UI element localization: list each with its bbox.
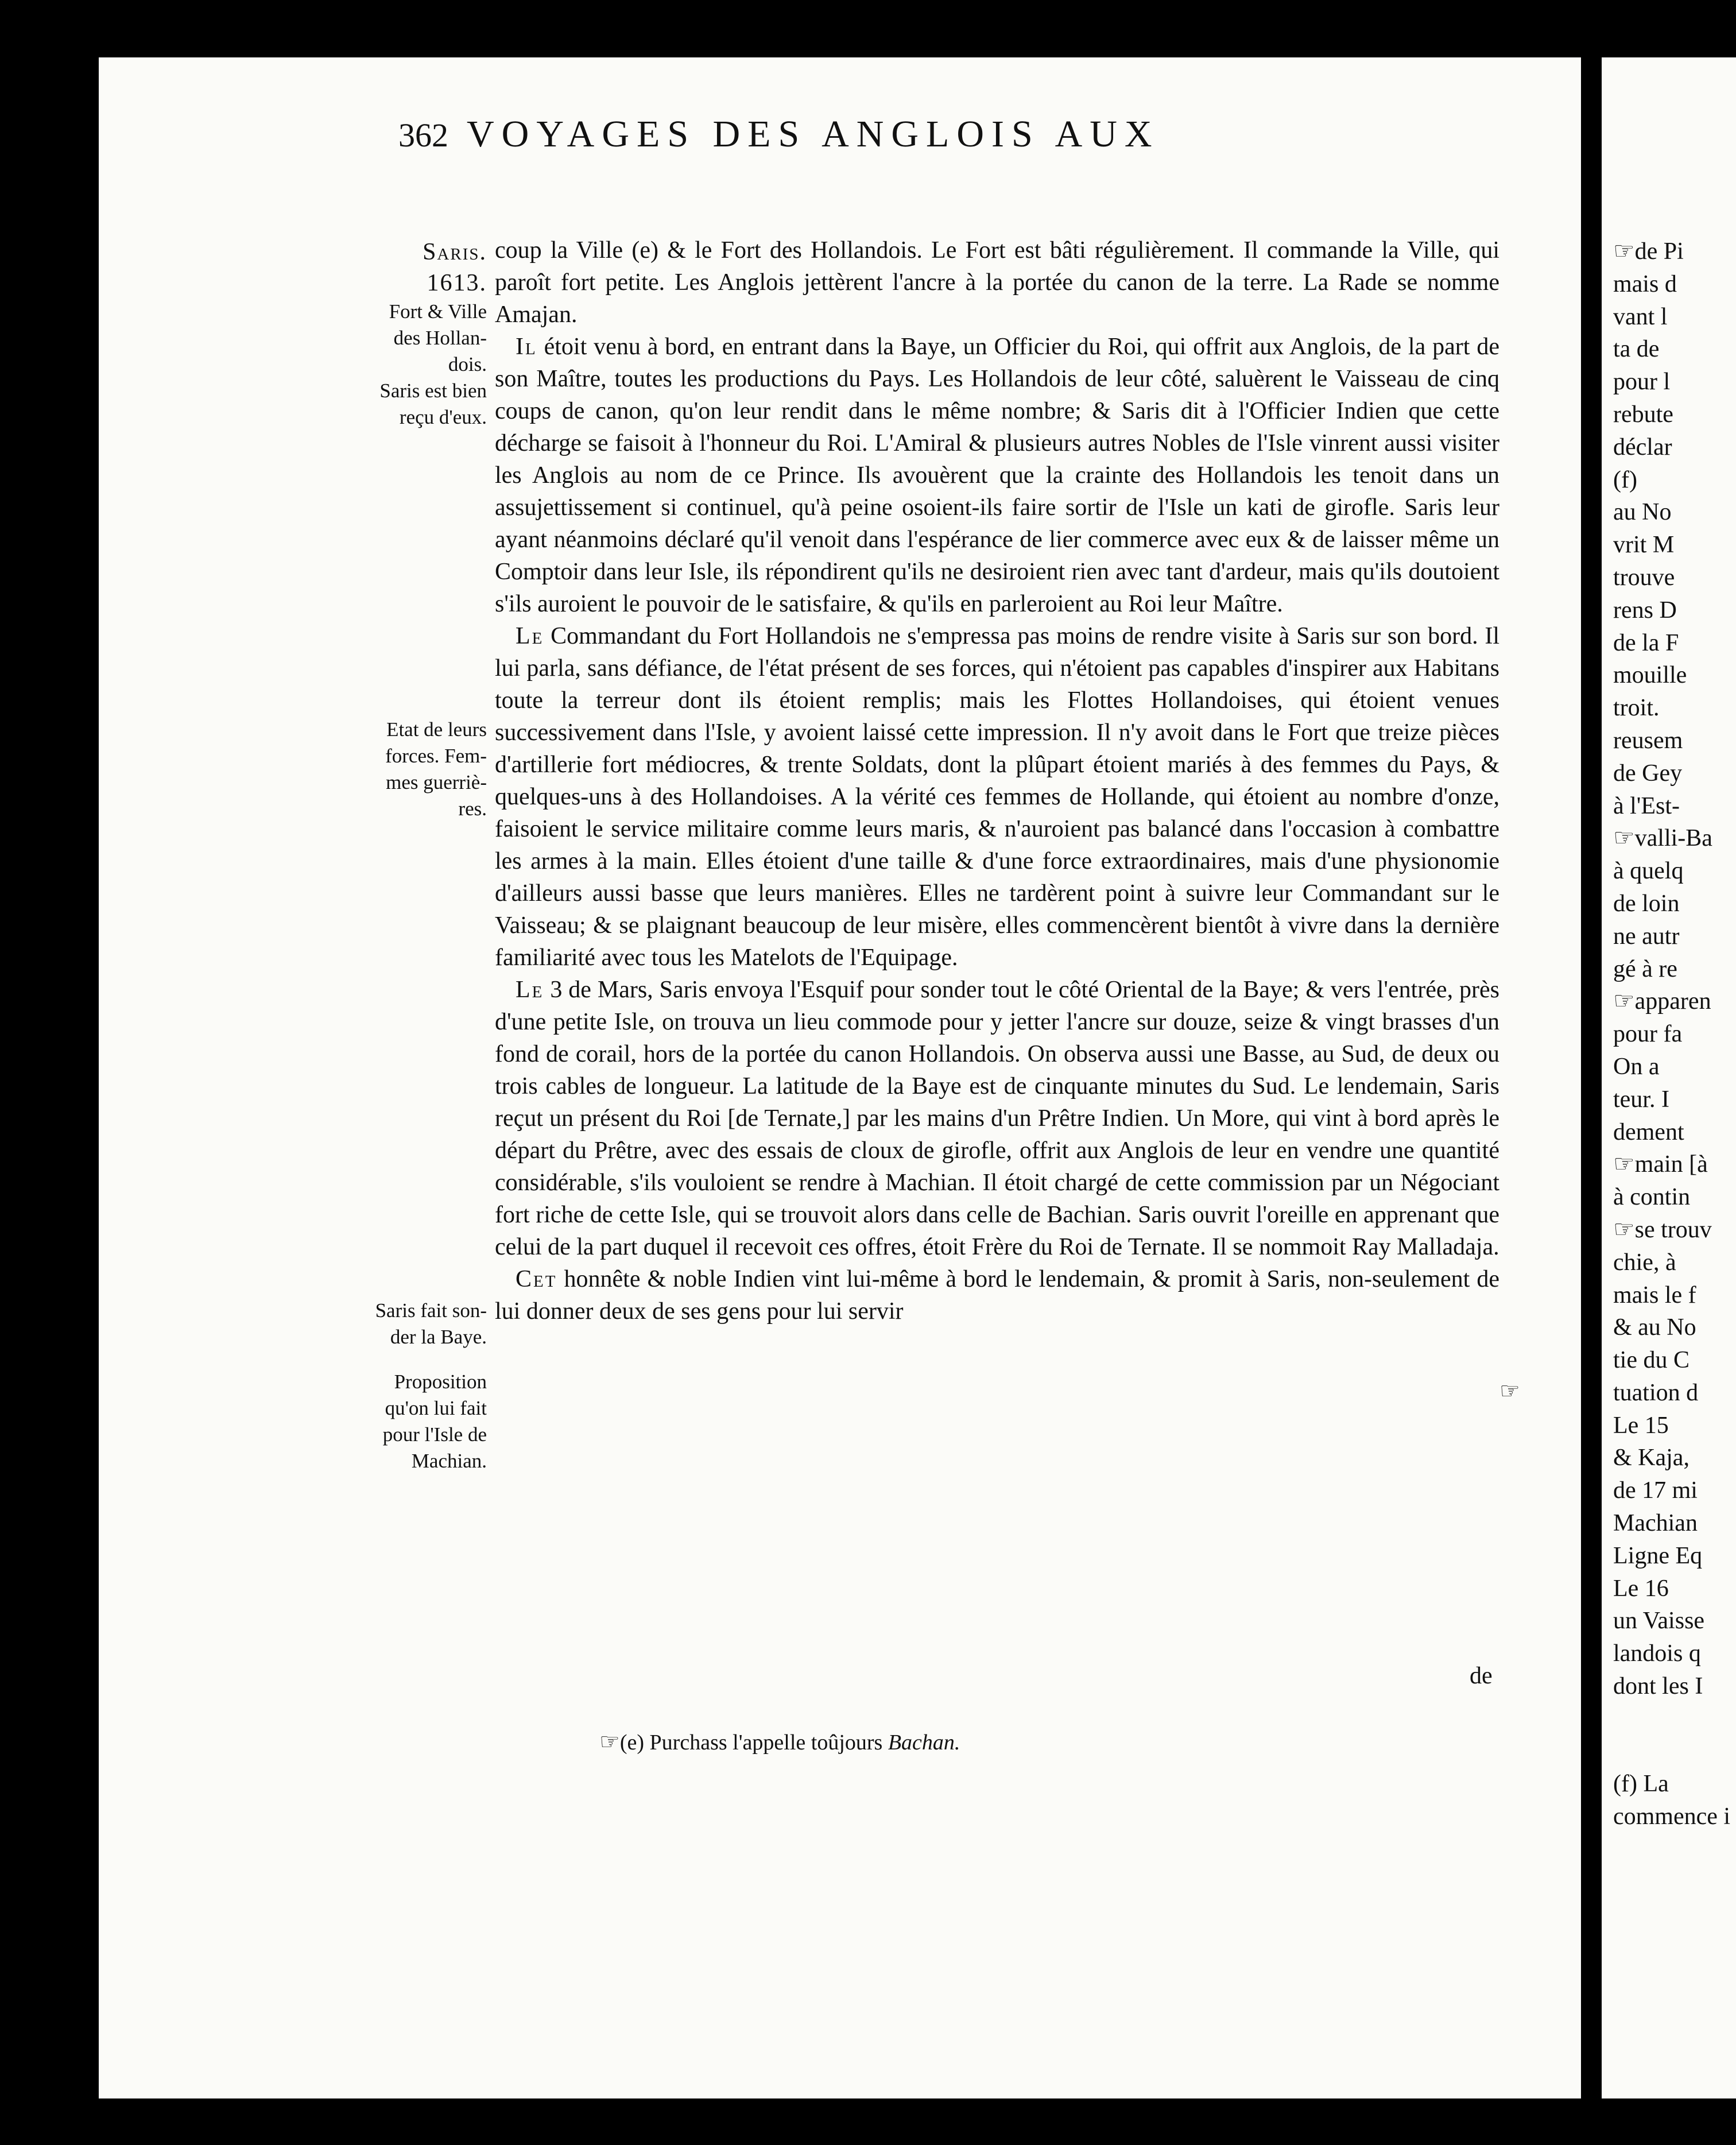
next-page-line: reusem [1613,727,1683,754]
pointing-hand-icon: ☞ [599,1729,620,1755]
running-header [398,113,1160,156]
next-page-line: rens D [1613,597,1677,624]
running-title: VOYAGES DES ANGLOIS AUX [467,113,1160,155]
next-page-line: de Gey [1613,760,1683,787]
margin-line: mes guerriè- [386,771,487,793]
next-page-line: déclar [1613,433,1672,460]
paragraph-text: 3 de Mars, Saris envoya l'Esquif pour sonder tout le côté Oriental de la Baye; & vers l'entrée, près d'une petite Isle, on trouva un lieu commode pour y jetter l'ancre sur douze, seize & vingt brasses d'un fond de corail, hors de la portée du canon Hollandois. On observa aussi une Basse, au Sud, de deux ou trois cables de longueur. La latitude de la Baye est de cinquante minutes du Sud. Le lendemain, Saris reçut un présent du Roi [de Ternate,] par les mains d'un Prêtre Indien. Un More, qui vint à bord après le départ du Prêtre, avec des essais de cloux de girofle, offrit aux Anglois de leur en vendre une quantité considérable, s'ils vouloient se rendre à Machian. Il étoit chargé de cette commission par un Négociant fort riche de cette Isle, qui se trouvoit alors dans celle de Bachian. Saris ouvrit l'oreille en apprenant que celui de la part duquel il recevoit ces offres, étoit Frère du Roi de Ternate. Il se nommoit Ray Malladaja. [495,977,1499,1260]
paragraph-text: Commandant du Fort Hollandois ne s'empressa pas moins de rendre visite à Saris sur son bord. Il lui parla, sans défiance, de l'état présent de ses forces, qui n'étoient pas capables d'inspirer aux Habitans toute la terreur dont ils étoient remplis; mais les Flottes Hollandoises, qui étoient venues successivement dans l'Isle, y avoient laissé cette impression. Il n'y avoit dans le Fort que treize pièces d'artillerie fort médiocres, & trente Soldats, dont la plûpart étoient mariés à des femmes du Pays, & quelques-uns à des Hollandoises. A la vérité ces femmes de Hollande, qui étoient au nombre d'onze, faisoient le service militaire comme leurs maris, & n'auroient pas balancé dans l'occasion à combattre les armes à la main. Elles étoient d'une taille & d'une force extraordinaires, mais d'une physionomie d'ailleurs aussi basse que leurs manières. Elles ne tardèrent point à suivre leur Commandant sur le Vaisseau; & se plaignant beaucoup de leur misère, elles commencèrent bientôt à vivre dans la dernière familiarité avec tous les Matelots de l'Equipage. [495,623,1499,971]
next-page-line: dont les I [1613,1673,1703,1700]
margin-line: dois. [448,353,487,375]
margin-line: qu'on lui fait [385,1397,487,1419]
footnote [599,1728,960,1755]
drop-word: Il [516,334,537,360]
next-page-line: ne autr [1613,923,1680,950]
margin-note-3 [321,1298,487,1350]
next-page-line: & au No [1613,1314,1696,1341]
next-page-line: gé à re [1613,955,1677,982]
next-page-line: au No [1613,499,1672,526]
next-page-line: à quelq [1613,858,1684,885]
next-page-line: mais le f [1613,1281,1696,1308]
paragraph-text: étoit venu à bord, en entrant dans la Baye, un Officier du Roi, qui offrit aux Anglois, de la part de son Maître, toutes les productions du Pays. Les Hollandois de leur côté, saluèrent le Vaisseau de cinq coups de canon, qu'on leur rendit dans le même nombre; & Saris dit à l'Officier Indien que cette décharge se faisoit à l'honneur du Roi. L'Amiral & plusieurs autres Nobles de l'Isle vinrent aussi visiter les Anglois au nom de ce Prince. Ils avouèrent que la crainte des Hollandois les tenoit dans un assujettissement si continuel, qu'à peine osoient-ils faire sortir de l'Isle un kati de girofle. Saris leur ayant néanmoins déclaré qu'il venoit dans l'espérance de lier commerce avec eux & de laisser même un Comptoir dans leur Isle, ils répondirent qu'ils ne desiroient rien avec tant d'ardeur, mais qu'ils doutoient s'ils auroient le pouvoir de le satisfaire, & qu'ils en parleroient au Roi leur Maître. [495,334,1499,617]
next-page-line: trouve [1613,564,1675,591]
margin-line: res. [458,797,487,820]
footnote-italic: Bachan. [888,1730,960,1755]
next-page-line: vrit M [1613,532,1675,559]
margin-note-2 [321,717,487,822]
next-page-line: rebute [1613,401,1673,428]
drop-word: Le [516,977,544,1003]
paragraph-2 [495,331,1499,620]
margin-line: Fort & Ville [389,300,487,323]
margin-note-year [321,237,487,299]
next-page-line: troit. [1613,695,1660,722]
margin-line: reçu d'eux. [399,406,487,428]
next-page-line: ☞apparen [1613,988,1711,1015]
margin-note-4 [321,1369,487,1474]
margin-line: Etat de leurs [386,718,487,741]
next-page-line: dement [1613,1118,1684,1145]
next-page-line: chie, à [1613,1249,1676,1276]
next-page-line [1613,1703,1730,1736]
drop-word: Cet [516,1266,557,1292]
next-page-line: de la F [1613,629,1679,656]
next-page-line: à contin [1613,1184,1691,1211]
margin-line: Machian. [411,1450,487,1472]
next-page-line: & Kaja, [1613,1445,1690,1472]
next-page-line: mouille [1613,662,1687,689]
next-page-line: ta de [1613,336,1660,363]
next-page-line: Ligne Eq [1613,1542,1703,1569]
footnote-text: Purchass l'appelle toûjours [649,1730,883,1755]
next-page-line: un Vaisse [1613,1608,1705,1635]
margin-line: Proposition [394,1370,487,1393]
next-page-line: de 17 mi [1613,1477,1698,1504]
next-page-text [1613,235,1730,1833]
margin-line: der la Baye. [390,1326,487,1348]
page-number: 362 [398,117,448,154]
next-page-line: tie du C [1613,1347,1690,1374]
next-page-line: Le 16 [1613,1575,1669,1602]
paragraph-4 [495,974,1499,1263]
next-page-line: mais d [1613,270,1677,297]
pointing-hand-icon: ☞ [1499,1378,1520,1404]
margin-line: pour l'Isle de [382,1423,487,1446]
margin-line: des Hollan- [393,327,487,349]
margin-note-1 [321,299,487,431]
next-page-line: ☞main [à [1613,1151,1708,1178]
margin-line: Saris est bien [379,380,487,402]
next-page-line: à l'Est- [1613,792,1680,819]
paragraph-3 [495,620,1499,974]
margin-line: forces. Fem- [385,745,487,767]
catchword: de [1470,1663,1493,1689]
next-page-line: commence i [1613,1803,1731,1830]
margin-line: Saris fait son- [375,1299,487,1322]
paragraph-1: coup la Ville (e) & le Fort des Hollandois. Le Fort est bâti régulièrement. Il commande la Ville, qui paroît fort petite. Les Anglois jettèrent l'ancre à la portée du canon de la terre. La Rade se nomme Amajan. [495,237,1499,328]
margin-year: 1613. [427,270,487,296]
next-page-line: ☞de Pi [1613,238,1684,265]
next-page-line: (f) La [1613,1771,1669,1798]
body-text [495,234,1499,1327]
next-page-line: tuation d [1613,1379,1699,1406]
next-page-line: ☞valli-Ba [1613,825,1712,852]
drop-word: Le [516,623,544,649]
next-page-line: pour l [1613,369,1671,396]
next-page-line: On a [1613,1053,1660,1080]
right-page-edge [1602,57,1736,2098]
next-page-line [1613,1736,1730,1768]
next-page-line: Machian [1613,1510,1698,1537]
next-page-line: teur. I [1613,1086,1669,1113]
paragraph-5 [495,1263,1499,1327]
next-page-line: de loin [1613,890,1680,917]
next-page-line: (f) [1613,466,1637,493]
paragraph-text: honnête & noble Indien vint lui-même à bord le lendemain, & promit à Saris, non-seulement de lui donner deux de ses gens pour lui servir [495,1266,1499,1325]
next-page-line: vant l [1613,303,1668,330]
margin-name: Saris. [423,239,487,265]
next-page-line: ☞se trouv [1613,1216,1712,1243]
next-page-line: Le 15 [1613,1412,1669,1439]
next-page-line: pour fa [1613,1021,1683,1048]
next-page-line: landois q [1613,1640,1701,1667]
footnote-marker: (e) [619,1730,645,1755]
